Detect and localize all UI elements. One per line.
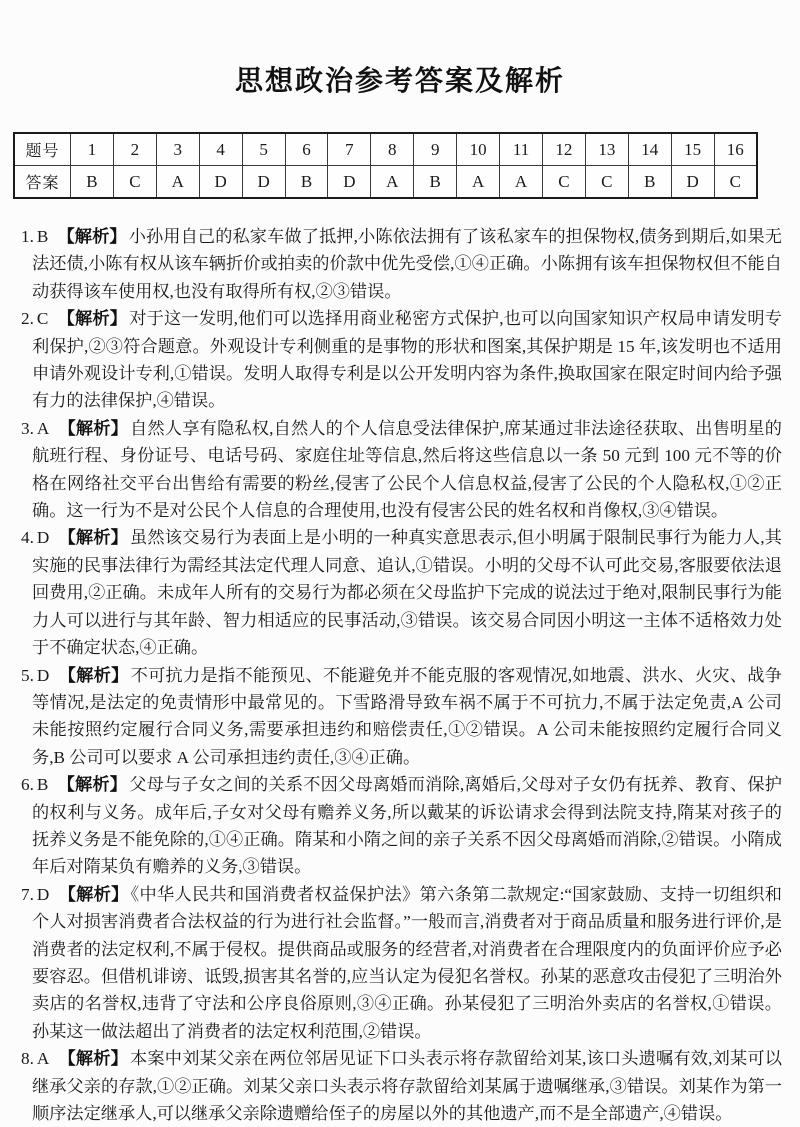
document-page — [0, 64, 800, 1127]
question-number: 1. B — [21, 227, 49, 246]
answer-row — [14, 166, 757, 199]
answer-cell: D — [199, 166, 242, 199]
explanation-item — [21, 415, 782, 525]
question-number-cell: 9 — [414, 133, 457, 166]
question-number-row — [14, 133, 757, 166]
explanation-item — [21, 223, 782, 305]
answer-cell: B — [414, 166, 457, 199]
question-number: 2. C — [21, 309, 49, 329]
question-number-cell: 2 — [113, 133, 156, 166]
explanation-item — [21, 662, 782, 772]
answer-cell: B — [628, 166, 671, 199]
question-number: 5. D — [21, 665, 50, 685]
explanation-text: 小孙用自己的私家车做了抵押,小陈依法拥有了该私家车的担保物权,债务到期后,如果无法还债,小陈有权从该车辆折价或拍卖的价款中优先受偿,①④正确。小陈拥有该车担保物权但不能自动获得该车使用权,也没有取得所有权,②③错误。 — [32, 227, 782, 301]
answer-letter: D — [36, 665, 50, 685]
page-title: 思想政治参考答案及解析 — [234, 65, 565, 96]
answer-cell: D — [328, 166, 371, 199]
answer-letter: C — [36, 309, 49, 329]
explanation-item — [21, 1045, 782, 1127]
question-number-cell: 14 — [628, 133, 671, 166]
explanation-text: 虽然该交易行为表面上是小明的一种真实意思表示,但小明属于限制民事行为能力人,其实施的民事法律行为需经其法定代理人同意、追认,①错误。小明的父母不认可此交易,客服要依法退回费用,②正确。未成年人所有的交易行为都必须在父母监护下完成的说法过于绝对,限制民事行为能力人可以进行与其年龄、智力相适应的民事活动,③错误。该交易合同因小明这一主体不适格效力处于不确定状态,④正确。 — [32, 528, 782, 658]
answer-cell: A — [500, 166, 543, 199]
question-number-cell: 4 — [199, 133, 242, 166]
explanation-item — [21, 771, 782, 881]
explanation-text: 父母与子女之间的关系不因父母离婚而消除,离婚后,父母对子女仍有抚养、教育、保护的权利与义务。成年后,子女对父母有赡养义务,所以戴某的诉讼请求会得到法院支持,隋某对孩子的抚养义务是不能免除的,①④正确。隋某和小隋之间的亲子关系不因父母离婚而消除,②错误。小隋成年后对隋某负有赡养的义务,③错误。 — [32, 775, 782, 877]
question-number-cell: 11 — [500, 133, 543, 166]
answer-letter: B — [36, 775, 49, 795]
question-number: 8. A — [21, 1049, 50, 1069]
analysis-label: 【解析】 — [57, 774, 128, 795]
answer-cell: A — [457, 166, 500, 199]
analysis-label: 【解析】 — [58, 664, 129, 685]
question-number-cell: 6 — [285, 133, 328, 166]
answer-cell: C — [585, 166, 628, 199]
answer-letter: B — [36, 227, 49, 246]
explanation-text: 本案中刘某父亲在两位邻居见证下口头表示将存款留给刘某,该口头遗嘱有效,刘某可以继承父亲的存款,①②正确。刘某父亲口头表示将存款留给刘某属于遗嘱继承,③错误。刘某作为第一顺序法定继承人,可以继承父亲除遗赠给侄子的房屋以外的其他遗产,而不是全部遗产,④错误。 — [32, 1049, 782, 1123]
question-number-cell: 15 — [671, 133, 714, 166]
answer-cell: D — [242, 166, 285, 199]
question-number: 3. A — [21, 418, 50, 438]
analysis-label: 【解析】 — [58, 1048, 129, 1069]
answer-cell: C — [542, 166, 585, 199]
answer-cell: B — [71, 166, 114, 199]
answer-cell: D — [671, 166, 714, 199]
answer-letter: A — [36, 1049, 50, 1069]
question-number-cell: 8 — [371, 133, 414, 166]
question-number-cell: 1 — [71, 133, 114, 166]
explanation-text: 不可抗力是指不能预见、不能避免并不能克服的客观情况,如地震、洪水、火灾、战争等情况,是法定的免责情形中最常见的。下雪路滑导致车祸不属于不可抗力,不属于法定免责,A 公司未能按照约定履行合同义务,需要承担违约和赔偿责任,①②错误。A 公司未能按照约定履行合同义务,B 公司可以要求 A 公司承担违约责任,③④正确。 — [32, 665, 782, 767]
answer-cell: C — [113, 166, 156, 199]
explanation-item — [21, 524, 782, 661]
analysis-label: 【解析】 — [58, 417, 129, 438]
explanation-text: 《中华人民共和国消费者权益保护法》第六条第二款规定:“国家鼓励、支持一切组织和个人对损害消费者合法权益的行为进行社会监督。”一般而言,消费者对于商品质量和服务进行评价,是消费者的法定权利,不属于侵权。提供商品或服务的经营者,对消费者在合理限度内的负面评价应予必要容忍。但借机诽谤、诋毁,损害其名誉的,应当认定为侵犯名誉权。孙某的恶意攻击侵犯了三明治外卖店的名誉权,违背了守法和公序良俗原则,③④正确。孙某侵犯了三明治外卖店的名誉权,①错误。孙某这一做法超出了消费者的法定权利范围,②错误。 — [32, 884, 782, 1041]
explanation-text: 对于这一发明,他们可以选择用商业秘密方式保护,也可以向国家知识产权局申请发明专利保护,②③符合题意。外观设计专利侧重的是事物的形状和图案,其保护期是 15 年,该发明也不适用申请外观设计专利,①错误。发明人取得专利是以公开发明内容为条件,换取国家在限定时间内给予强有力的法律保护,④错误。 — [32, 309, 782, 411]
question-number-cell: 12 — [542, 133, 585, 166]
question-number-cell: 10 — [457, 133, 500, 166]
question-number: 6. B — [21, 775, 49, 795]
analysis-label: 【解析】 — [58, 883, 129, 904]
question-number-cell: 3 — [156, 133, 199, 166]
analysis-label: 【解析】 — [57, 308, 128, 329]
question-number-cell: 5 — [242, 133, 285, 166]
question-number: 7. D — [21, 884, 50, 904]
answer-cell: C — [714, 166, 757, 199]
analysis-label: 【解析】 — [57, 226, 127, 246]
answer-letter: D — [36, 528, 50, 548]
answer-cell: A — [156, 166, 199, 199]
analysis-label: 【解析】 — [58, 527, 129, 548]
question-number-cell: 7 — [328, 133, 371, 166]
answer-header: 答案 — [14, 166, 71, 199]
answer-letter: A — [36, 418, 50, 438]
question-number: 4. D — [21, 528, 50, 548]
explanation-item — [21, 881, 782, 1045]
explanation-text: 自然人享有隐私权,自然人的个人信息受法律保护,席某通过非法途径获取、出售明星的航班行程、身份证号、电话号码、家庭住址等信息,然后将这些信息以一条 50 元到 100 元不等的价格在网络社交平台出售给有需要的粉丝,侵害了公民个人信息权益,侵害了公民的个人隐私权,①②正确。这一行为不是对公民个人信息的合理使用,也没有侵害公民的姓名权和肖像权,③④错误。 — [32, 418, 782, 521]
explanation-item — [21, 305, 782, 415]
answer-cell: B — [285, 166, 328, 199]
question-number-header: 题号 — [14, 133, 71, 166]
answer-key-table — [13, 132, 758, 199]
explanation-list — [21, 223, 782, 1127]
question-number-cell: 13 — [585, 133, 628, 166]
answer-letter: D — [36, 884, 50, 904]
question-number-cell: 16 — [714, 133, 757, 166]
answer-cell: A — [371, 166, 414, 199]
